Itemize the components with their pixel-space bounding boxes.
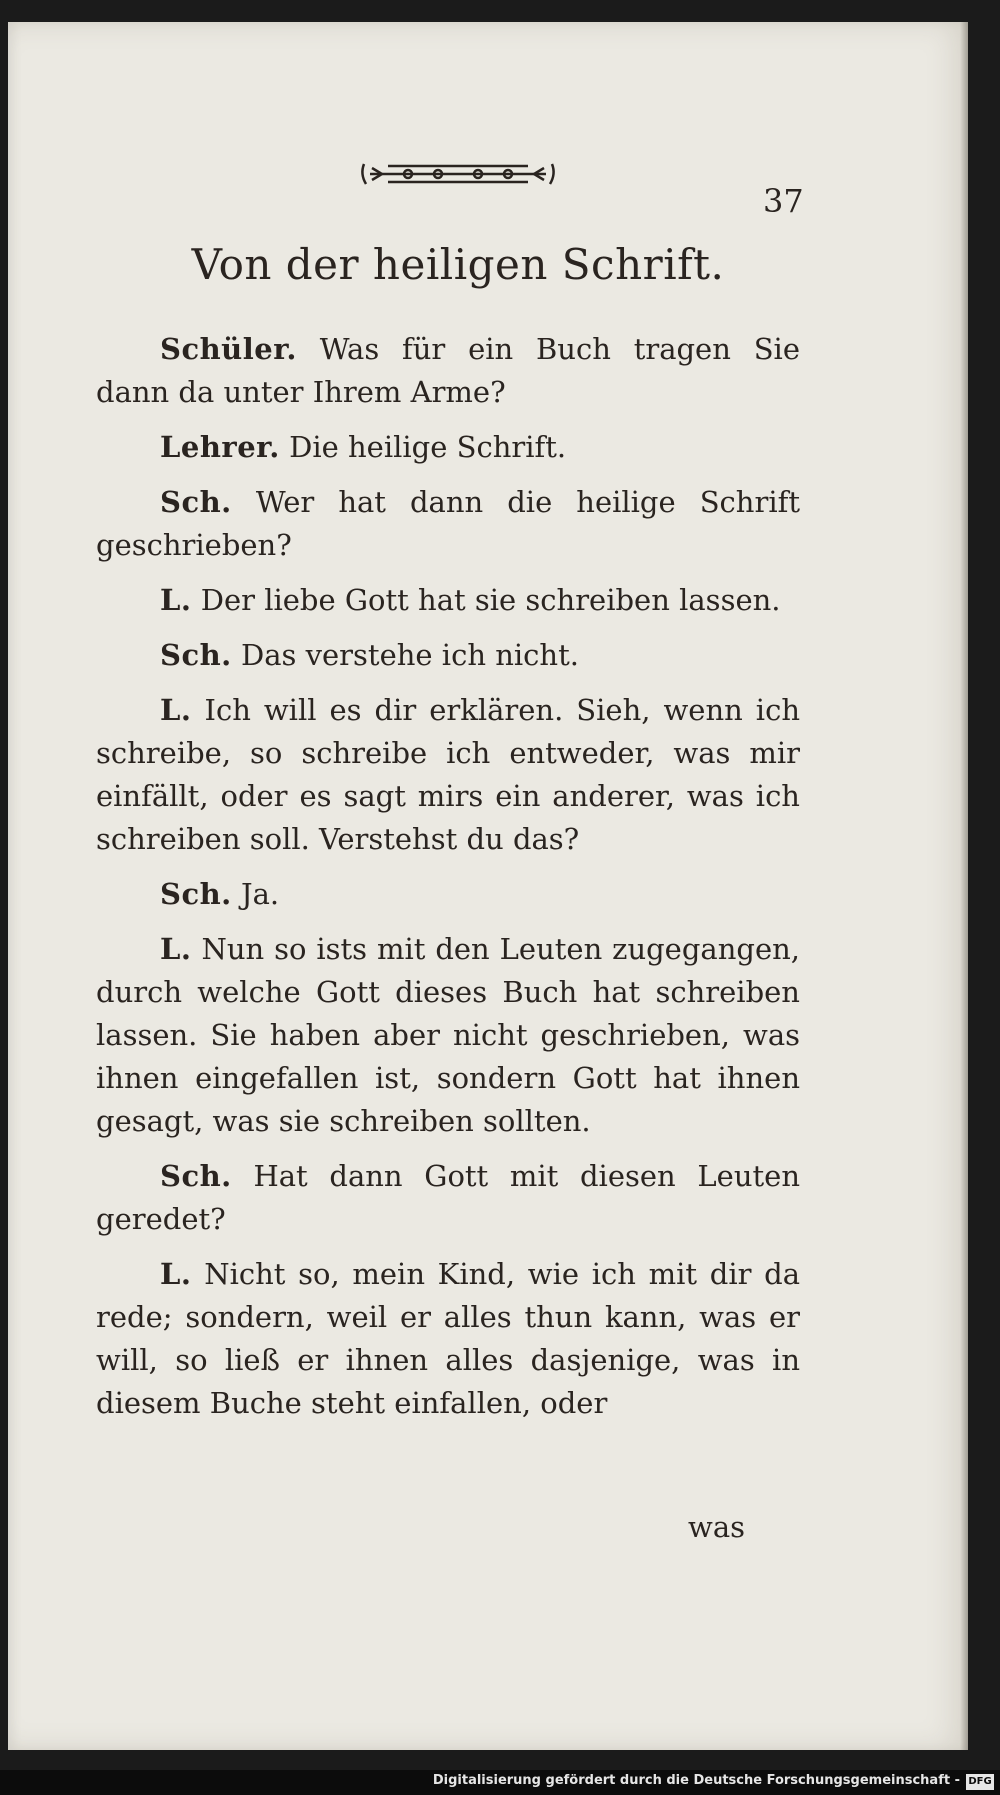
text-body (96, 328, 800, 1437)
page-edge-shadow (960, 22, 968, 1750)
speaker-label: Sch. (160, 638, 232, 672)
dialogue-text: Wer hat dann die heilige Schrift geschrieben? (96, 485, 801, 562)
catchword: was (688, 1510, 745, 1544)
dialogue-paragraph (96, 928, 800, 1143)
dfg-logo: DFG (966, 1774, 994, 1790)
speaker-label: Sch. (160, 485, 232, 519)
dialogue-text: Hat dann Gott mit diesen Leuten geredet? (96, 1159, 800, 1236)
speaker-label: L. (160, 693, 192, 727)
dialogue-paragraph (96, 689, 800, 861)
dialogue-text: Die heilige Schrift. (289, 430, 567, 464)
dialogue-paragraph (96, 873, 800, 916)
book-page (8, 22, 968, 1750)
dialogue-text: Der liebe Gott hat sie schreiben lassen. (200, 583, 781, 617)
dialogue-paragraph (96, 579, 800, 622)
dialogue-paragraph (96, 1155, 800, 1241)
dialogue-text: Ich will es dir erklären. Sieh, wenn ich schreibe, so schreibe ich entweder, was mir einfällt, oder es sagt mirs ein anderer, was ich schreiben soll. Verstehst du das? (96, 693, 800, 856)
footer-bar (0, 1770, 1000, 1795)
dialogue-paragraph (96, 1253, 800, 1425)
dialogue-paragraph (96, 328, 800, 414)
dialogue-text: Nun so ists mit den Leuten zugegangen, durch welche Gott dieses Buch hat schreiben lassen. Sie haben aber nicht geschrieben, was ihnen eingefallen ist, sondern Gott hat ihnen gesagt, was sie schreiben sollten. (96, 932, 800, 1138)
funding-credit: Digitalisierung gefördert durch die Deutsche Forschungsgemeinschaft - (432, 1773, 960, 1788)
dialogue-paragraph (96, 426, 800, 469)
speaker-label: Sch. (160, 1159, 232, 1193)
speaker-label: Lehrer. (160, 430, 280, 464)
chapter-title: Von der heiligen Schrift. (191, 240, 725, 289)
printers-ornament-icon (358, 154, 558, 194)
speaker-label: L. (160, 1257, 192, 1291)
page-number: 37 (763, 182, 804, 220)
dialogue-text: Das verstehe ich nicht. (241, 638, 579, 672)
dialogue-text: Nicht so, mein Kind, wie ich mit dir da rede; sondern, weil er alles thun kann, was er will, so ließ er ihnen alles dasjenige, was in diesem Buche steht einfallen, oder (96, 1257, 801, 1420)
dialogue-paragraph (96, 634, 800, 677)
dialogue-paragraph (96, 481, 800, 567)
speaker-label: Schüler. (160, 332, 297, 366)
dialogue-text: Ja. (241, 877, 280, 911)
speaker-label: L. (160, 583, 192, 617)
speaker-label: L. (160, 932, 192, 966)
speaker-label: Sch. (160, 877, 232, 911)
dialogue-text: Was für ein Buch tragen Sie dann da unter Ihrem Arme? (96, 332, 800, 409)
